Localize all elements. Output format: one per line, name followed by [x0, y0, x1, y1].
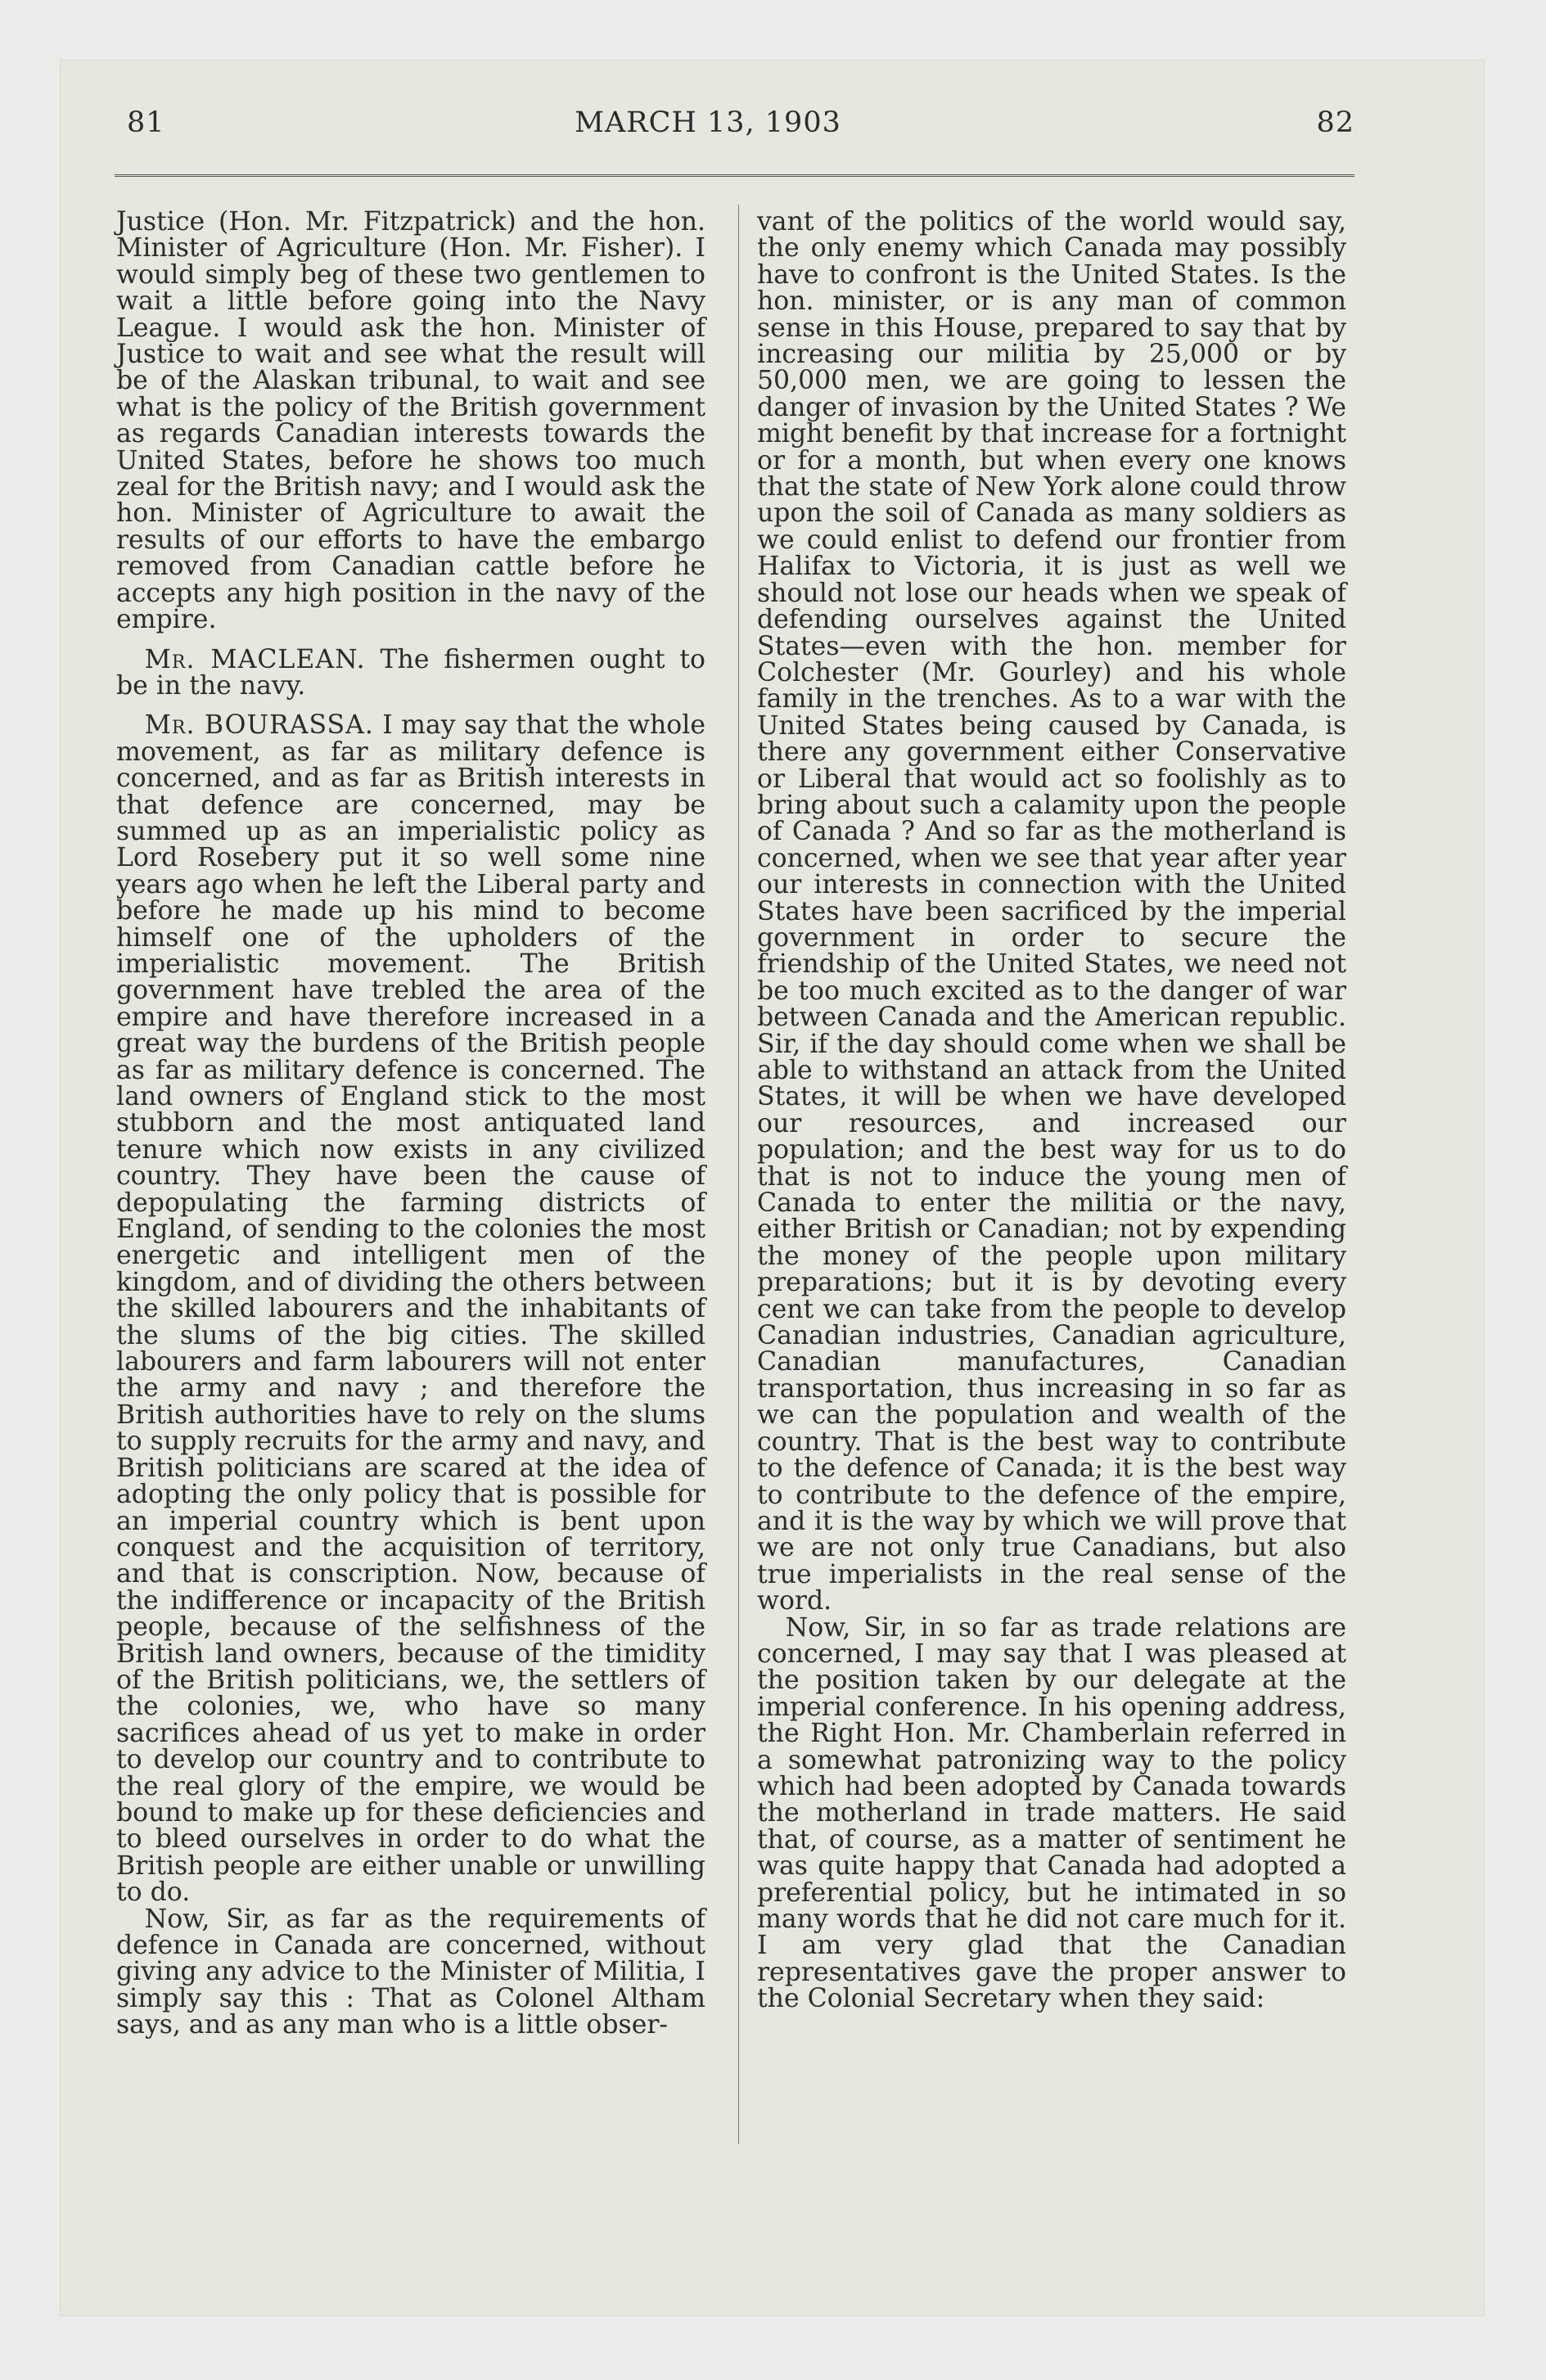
paragraph [116, 1906, 705, 2039]
page-header [61, 106, 1354, 156]
speaker-name: Mr. BOURASSA. [144, 710, 374, 741]
column-divider [738, 205, 739, 2144]
paragraph [757, 209, 1346, 1615]
paragraph [757, 1612, 1346, 2014]
paragraph-text: The fishermen ought to be in the navy. [116, 644, 706, 701]
paragraph [116, 644, 706, 701]
paragraph [116, 209, 705, 633]
left-column [116, 209, 705, 2039]
paragraph-text: Justice (Hon. Mr. Fitzpatrick) and the hon. Minister of Agriculture (Hon. Mr. Fisher). I would simply beg of these two gentlemen to wait a little before going into the Navy League. I would ask the hon. Minister of Justice to wait and see what the result will be of the Alaskan tribunal, to wait and see what is the policy of the British government as regards Canadian interests towards the United States, before he shows too much zeal for the British navy; and I would ask the hon. Minister of Agriculture to await the results of our efforts to have the embargo removed from Canadian cattle before he accepts any high position in the navy of the empire. [116, 207, 705, 635]
paragraph-text: vant of the politics of the world would say, the only enemy which Canada may possibly have to confront is the United States. Is the hon. minister, or is any man of common sense in this House, prepared to say that by increasing our militia by 25,000 or by 50,000 men, we are going to lessen the danger of invasion by the United States ? We might benefit by that increase for a fortnight or for a month, but when every one knows that the state of New York alone could throw upon the soil of Canada as many soldiers as we could enlist to defend our frontier from Halifax to Victoria, it is just as well we should not lose our heads when we speak of defending ourselves against the United States—even with the hon. member for Colchester (Mr. Gourley) and his whole family in the trenches. As to a war with the United States being caused by Canada, is there any government either Conservative or Liberal that would act so foolishly as to bring about such a calamity upon the people of Canada ? And so far as the motherland is concerned, when we see that year after year our interests in connection with the United States have been sacrificed by the imperial government in order to secure the friendship of the United States, we need not be too much excited as to the danger of war between Canada and the American republic. Sir, if the day should come when we shall be able to withstand an attack from the United States, it will be when we have developed our resources, and increased our population; and the best way for us to do that is not to induce the young men of Canada to enter the militia or the navy, either British or Canadian; not by expending the money of the people upon military preparations; but it is by devoting every cent we can take from the people to develop Canadian industries, Canadian agriculture, Canadian manufactures, Canadian transportation, thus increasing in so far as we can the population and wealth of the country. That is the best way to contribute to the defence of Canada; it is the best way to contribute to the defence of the empire, and it is the way by which we will prove that we are not only true Canadians, but also true imperialists in the real sense of the word. [757, 207, 1346, 1616]
header-double-rule [115, 174, 1354, 181]
paragraph-text: Now, Sir, in so far as trade relations are concerned, I may say that I was pleased at the position taken by our delegate at the imperial conference. In his opening address, the Right Hon. Mr. Chamberlain referred in a somewhat patronizing way to the policy which had been adopted by Canada towards the motherland in trade matters. He said that, of course, as a matter of sentiment he was quite happy that Canada had adopted a preferential policy, but he intimated in so many words that he did not care much for it. I am very glad that the Canadian representatives gave the proper answer to the Colonial Secretary when they said: [757, 1612, 1346, 2014]
paragraph [116, 710, 705, 1908]
speaker-name: Mr. MACLEAN. [144, 644, 366, 674]
page-number-left: 81 [127, 106, 165, 139]
right-column [757, 209, 1346, 2013]
page-date: MARCH 13, 1903 [575, 106, 841, 139]
paragraph-text: Now, Sir, as far as the requirements of defence in Canada are concerned, without giving any advice to the Minister of Militia, I simply say this : That as Colonel Altham says, and as any man who is a little obser- [116, 1904, 705, 2040]
page-number-right: 82 [1316, 106, 1354, 139]
paragraph-text: I may say that the whole movement, as far as military defence is concerned, and as far as British interests in that defence are concerned, may be summed up as an imperialistic policy as Lord Rosebery put it so well some nine years ago when he left the Liberal party and before he made up his mind to become himself one of the upholders of the imperialistic movement. The British government have trebled the area of the empire and have therefore increased in a great way the burdens of the British people as far as military defence is concerned. The land owners of England stick to the most stubborn and the most antiquated land tenure which now exists in any civilized country. They have been the cause of depopulating the farming districts of England, of sending to the colonies the most energetic and intelligent men of the kingdom, and of dividing the others between the skilled labourers and the inhabitants of the slums of the big cities. The skilled labourers and farm labourers will not enter the army and navy ; and therefore the British authorities have to rely on the slums to supply recruits for the army and navy, and British politicians are scared at the idea of adopting the only policy that is possible for an imperial country which is bent upon conquest and the acquisition of territory, and that is conscription. Now, because of the indifference or incapacity of the British people, because of the selfishness of the British land owners, because of the timidity of the British politicians, we, the settlers of the colonies, we, who have so many sacrifices ahead of us yet to make in order to develop our country and to contribute to the real glory of the empire, we would be bound to make up for these deficiencies and to bleed ourselves in order to do what the British people are either unable or unwilling to do. [116, 710, 705, 1908]
